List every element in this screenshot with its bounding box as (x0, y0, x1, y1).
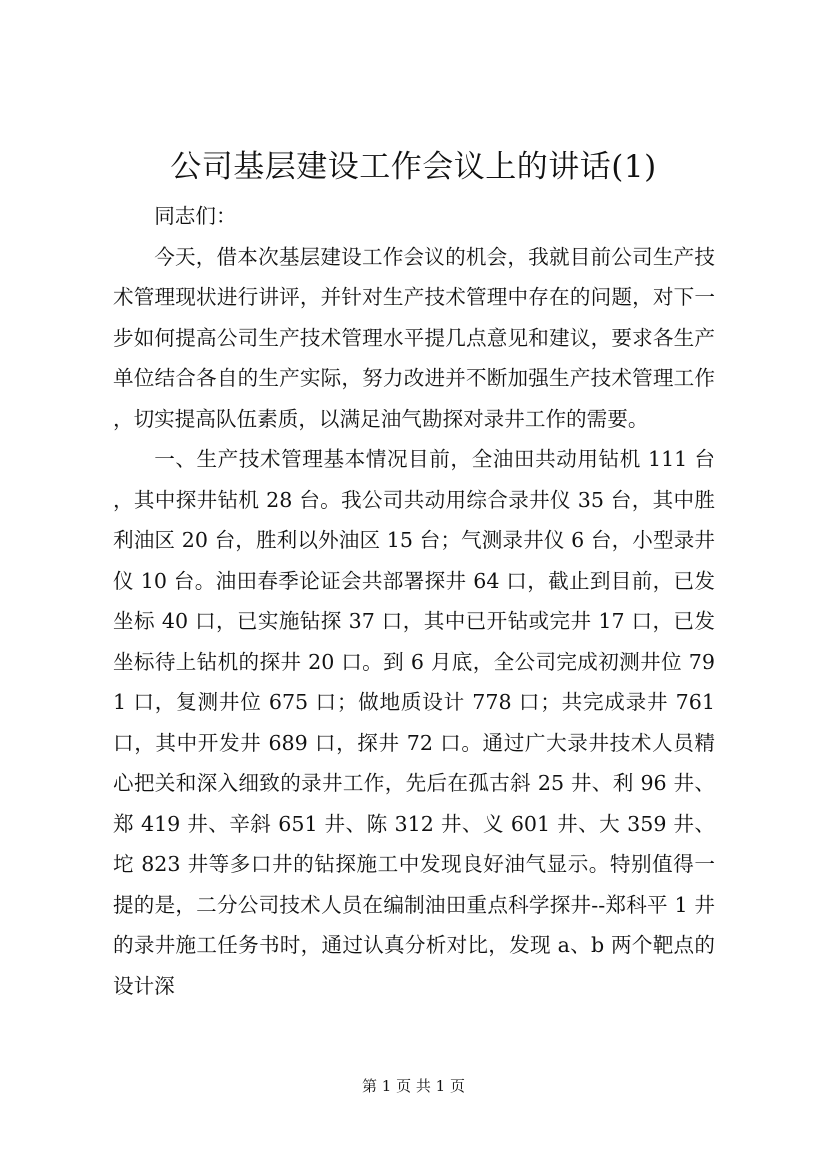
paragraph-section-one: 一、生产技术管理基本情况目前，全油田共动用钻机 111 台，其中探井钻机 28 台。我公司共动用综合录井仪 35 台，其中胜利油区 20 台，胜利以外油区 15 台；气测录井仪 6 台，小型录井仪 10 台。油田春季论证会共部署探井 64 口，截止到目前，已发坐标 40 口，已实施钻探 37 口，其中已开钻或完井 17 口，已发坐标待上钻机的探井 20 口。到 6 月底，全公司完成初测井位 791 口，复测井位 675 口；做地质设计 778 口；共完成录井 761 口，其中开发井 689 口，探井 72 口。通过广大录井技术人员精心把关和深入细致的录井工作，先后在孤古斜 25 井、利 96 井、郑 419 井、辛斜 651 井、陈 312 井、义 601 井、大 359 井、坨 823 井等多口井的钻探施工中发现良好油气显示。特别值得一提的是，二分公司技术人员在编制油田重点科学探井--郑科平 1 井的录井施工任务书时，通过认真分析对比，发现 a、b 两个靶点的设计深 (113, 447, 715, 998)
page-footer: 第 1 页 共 1 页 (362, 1077, 465, 1095)
paragraph-intro: 今天，借本次基层建设工作会议的机会，我就目前公司生产技术管理现状进行讲评，并针对生产技术管理中存在的问题，对下一步如何提高公司生产技术管理水平提几点意见和建议，要求各生产单位结合各自的生产实际，努力改进并不断加强生产技术管理工作，切实提高队伍素质，以满足油气勘探对录井工作的需要。 (113, 244, 715, 431)
document-title: 公司基层建设工作会议上的讲话(1) (170, 149, 657, 185)
salutation: 同志们： (154, 204, 237, 228)
document-body (113, 196, 715, 1006)
